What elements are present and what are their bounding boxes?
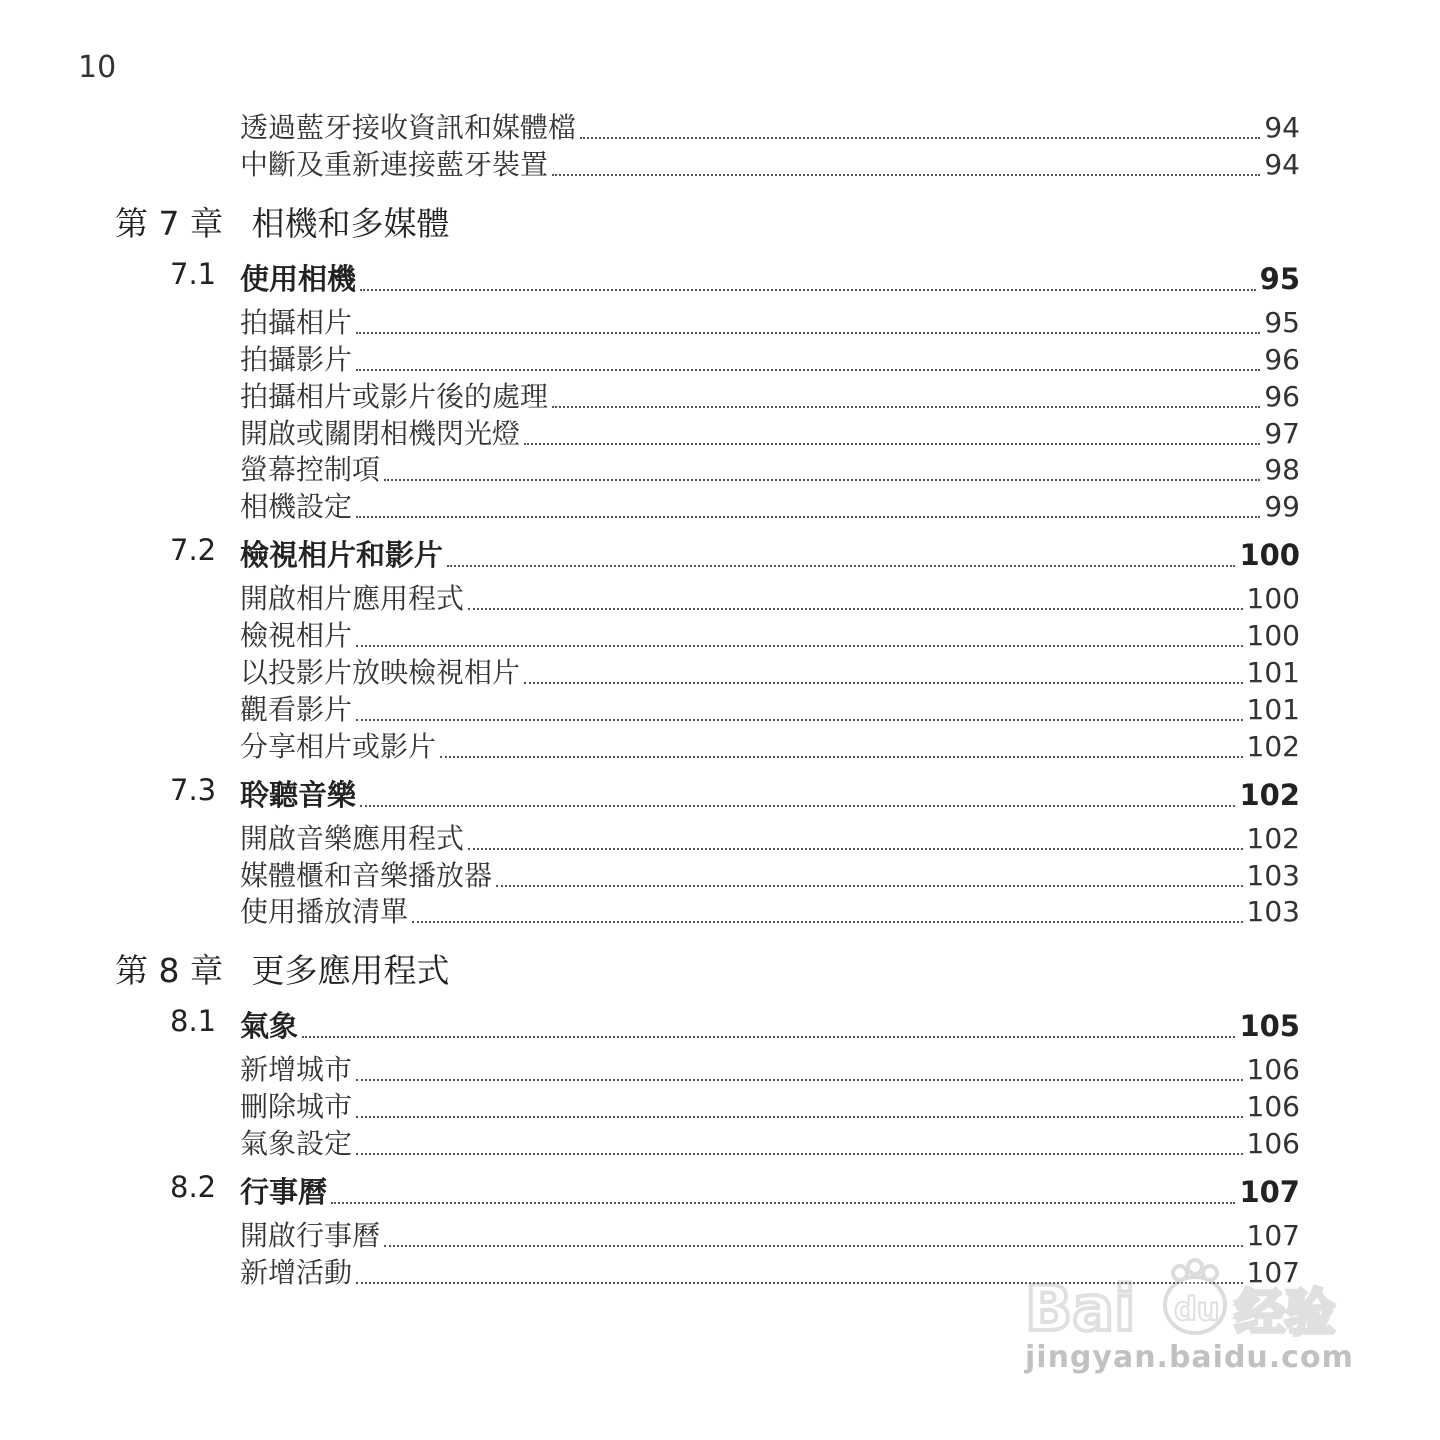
section-page: 105	[1239, 1009, 1300, 1043]
toc-entry[interactable]	[240, 577, 1300, 617]
toc-entry-page: 107	[1246, 1256, 1300, 1289]
leader-dots	[468, 848, 1243, 850]
leader-dots	[356, 516, 1260, 518]
toc-entry-page: 107	[1246, 1219, 1300, 1252]
toc-entry[interactable]	[240, 1122, 1300, 1162]
section-page: 107	[1239, 1175, 1300, 1209]
section-number: 7.2	[170, 533, 217, 567]
leader-dots	[440, 756, 1243, 758]
toc-entry[interactable]	[240, 725, 1300, 765]
toc-entry-page: 96	[1264, 343, 1300, 376]
leader-dots	[331, 1202, 1235, 1204]
section-title: 使用相機	[240, 262, 357, 296]
toc-entry-title: 氣象設定	[240, 1127, 353, 1160]
toc-entry[interactable]	[240, 448, 1300, 488]
toc-entry[interactable]	[240, 817, 1300, 857]
toc-entry[interactable]	[240, 412, 1300, 452]
toc-entry[interactable]	[240, 143, 1300, 183]
section-number: 8.2	[170, 1170, 217, 1204]
toc-entry-page: 106	[1246, 1053, 1300, 1086]
leader-dots	[360, 289, 1256, 291]
toc-entry-page: 103	[1246, 859, 1300, 892]
watermark-url: jingyan.baidu.com	[1025, 1340, 1354, 1375]
toc-entry-title: 拍攝相片或影片後的處理	[240, 380, 549, 413]
section-title: 氣象	[240, 1009, 299, 1043]
toc-entry-title: 相機設定	[240, 490, 353, 523]
leader-dots	[447, 565, 1235, 567]
toc-entry-page: 94	[1264, 148, 1300, 181]
page-number: 10	[78, 50, 117, 85]
toc-entry-page: 101	[1246, 656, 1300, 689]
toc-entry[interactable]	[240, 375, 1300, 415]
toc-entry-page: 99	[1264, 490, 1300, 523]
toc-entry-title: 分享相片或影片	[240, 730, 437, 763]
toc-entry[interactable]	[240, 301, 1300, 341]
toc-entry-title: 中斷及重新連接藍牙裝置	[240, 148, 549, 181]
toc-entry-title: 使用播放清單	[240, 895, 409, 928]
toc-entry-page: 94	[1264, 111, 1300, 144]
toc-entry-title: 媒體櫃和音樂播放器	[240, 859, 493, 892]
toc-section[interactable]	[240, 1004, 1300, 1045]
toc-entry[interactable]	[240, 614, 1300, 654]
toc-entry[interactable]	[240, 651, 1300, 691]
toc-entry-page: 106	[1246, 1090, 1300, 1123]
toc-entry-title: 開啟行事曆	[240, 1219, 381, 1252]
toc-entry-page: 95	[1264, 306, 1300, 339]
toc-entry[interactable]	[240, 338, 1300, 378]
section-title: 檢視相片和影片	[240, 538, 444, 572]
leader-dots	[356, 332, 1260, 334]
toc-entry-page: 98	[1264, 453, 1300, 486]
chapter-label: 第 7 章	[115, 204, 223, 243]
section-title: 聆聽音樂	[240, 778, 357, 812]
toc-section[interactable]	[240, 1170, 1300, 1211]
toc-entry[interactable]	[240, 1085, 1300, 1125]
toc-entry-page: 101	[1246, 693, 1300, 726]
leader-dots	[356, 719, 1243, 721]
section-number: 7.1	[170, 257, 217, 291]
leader-dots	[384, 479, 1260, 481]
toc-entry-title: 拍攝影片	[240, 343, 353, 376]
leader-dots	[356, 1079, 1243, 1081]
leader-dots	[356, 1153, 1243, 1155]
toc-entry-page: 102	[1246, 730, 1300, 763]
toc-entry-page: 100	[1246, 582, 1300, 615]
toc-section[interactable]	[240, 257, 1300, 298]
toc-entry-page: 100	[1246, 619, 1300, 652]
toc-entry[interactable]	[240, 1214, 1300, 1254]
toc-entry-title: 新增城市	[240, 1053, 353, 1086]
toc-entry-title: 以投影片放映檢視相片	[240, 656, 521, 689]
section-number: 7.3	[170, 773, 217, 807]
toc-entry[interactable]	[240, 1048, 1300, 1088]
toc-section[interactable]	[240, 533, 1300, 574]
toc-entry-title: 刪除城市	[240, 1090, 353, 1123]
leader-dots	[360, 805, 1235, 807]
toc-entry-page: 97	[1264, 417, 1300, 450]
chapter-heading[interactable]	[115, 198, 449, 245]
svg-text:Bai: Bai	[1025, 1272, 1136, 1345]
section-page: 100	[1239, 538, 1300, 572]
toc-section[interactable]	[240, 773, 1300, 814]
toc-entry-title: 拍攝相片	[240, 306, 353, 339]
toc-entry-page: 96	[1264, 380, 1300, 413]
toc-entry-title: 觀看影片	[240, 693, 353, 726]
toc-entry-page: 102	[1246, 822, 1300, 855]
leader-dots	[302, 1036, 1235, 1038]
leader-dots	[384, 1245, 1243, 1247]
chapter-label: 第 8 章	[115, 951, 223, 990]
leader-dots	[552, 174, 1260, 176]
toc-entry-title: 透過藍牙接收資訊和媒體檔	[240, 111, 577, 144]
section-title: 行事曆	[240, 1175, 328, 1209]
leader-dots	[468, 608, 1243, 610]
toc-entry[interactable]	[240, 485, 1300, 525]
toc-entry[interactable]	[240, 854, 1300, 894]
leader-dots	[580, 137, 1260, 139]
svg-text:经验: 经验	[1235, 1284, 1335, 1342]
toc-entry-title: 開啟音樂應用程式	[240, 822, 465, 855]
leader-dots	[552, 406, 1260, 408]
chapter-heading[interactable]	[115, 945, 449, 992]
toc-entry-title: 開啟或關閉相機閃光燈	[240, 417, 521, 450]
section-page: 102	[1239, 778, 1300, 812]
toc-entry-title: 開啟相片應用程式	[240, 582, 465, 615]
toc-entry-page: 103	[1246, 895, 1300, 928]
chapter-title: 更多應用程式	[251, 951, 450, 990]
toc-entry-title: 檢視相片	[240, 619, 353, 652]
leader-dots	[356, 1116, 1243, 1118]
toc-entry-title: 新增活動	[240, 1256, 353, 1289]
leader-dots	[524, 443, 1260, 445]
section-page: 95	[1259, 262, 1300, 296]
toc-entry[interactable]	[240, 890, 1300, 930]
leader-dots	[412, 921, 1243, 923]
leader-dots	[356, 645, 1243, 647]
leader-dots	[524, 682, 1243, 684]
chapter-title: 相機和多媒體	[251, 204, 450, 243]
leader-dots	[356, 369, 1260, 371]
leader-dots	[496, 885, 1243, 887]
svg-text:du: du	[1174, 1290, 1220, 1328]
toc-entry-page: 106	[1246, 1127, 1300, 1160]
section-number: 8.1	[170, 1004, 217, 1038]
toc-entry[interactable]	[240, 106, 1300, 146]
toc-entry-title: 螢幕控制項	[240, 453, 381, 486]
toc-entry[interactable]	[240, 688, 1300, 728]
